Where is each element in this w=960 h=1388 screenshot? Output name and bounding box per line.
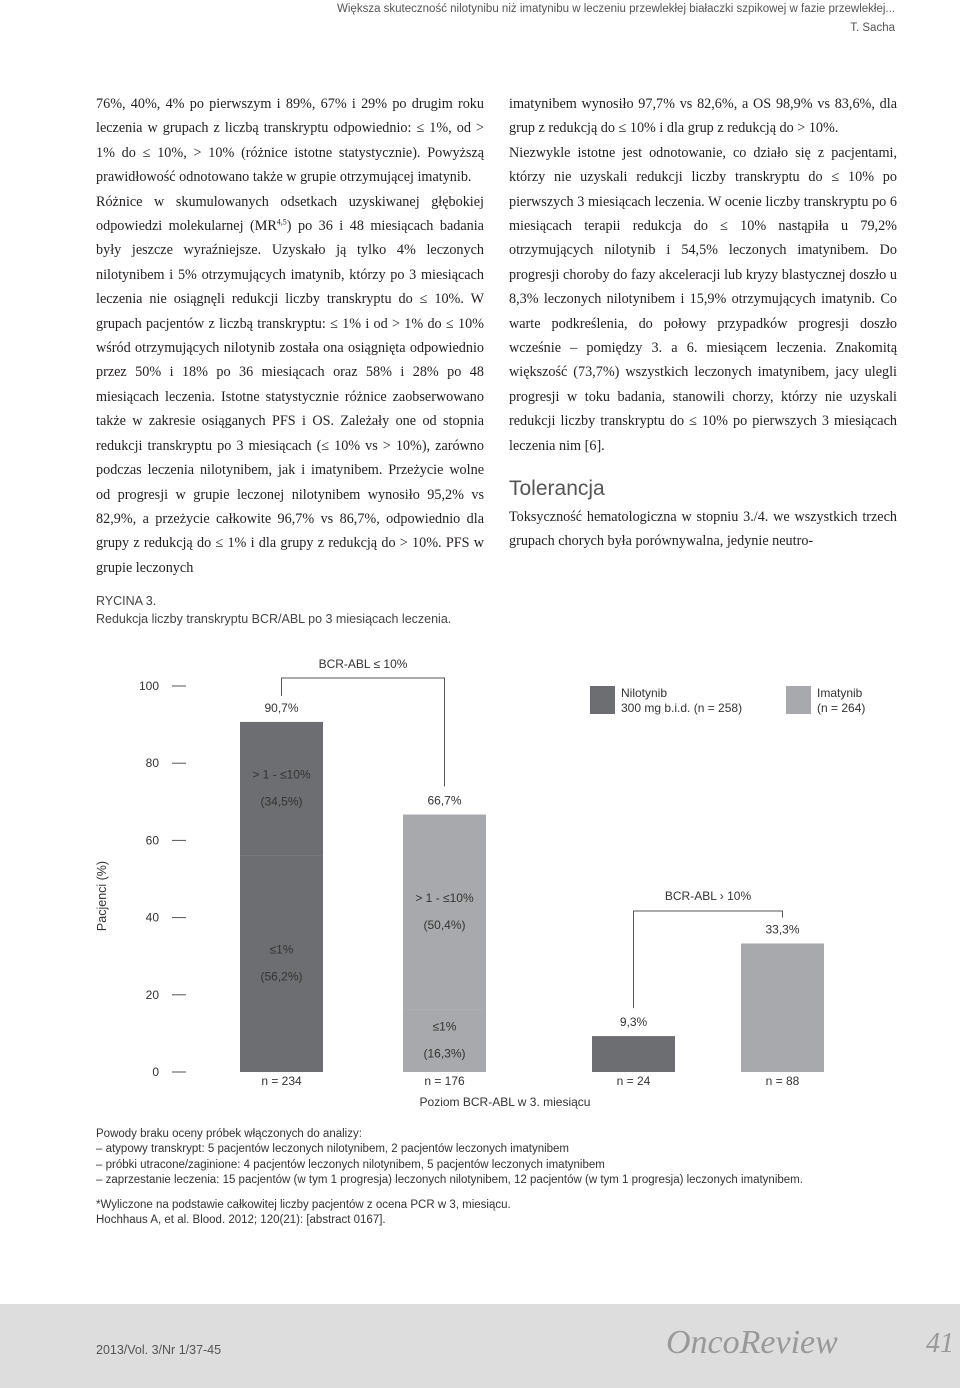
bar-segment — [240, 855, 323, 1072]
right-paragraph-1: imatynibem wynosiło 97,7% vs 82,6%, a OS 98,9% vs 83,6%, dla grup z redukcją do ≤ 10% i dla grup z redukcją do > 10%. — [509, 96, 897, 137]
bar — [741, 943, 824, 1072]
running-head-title: Większa skuteczność nilotynibu niż imatynibu w leczeniu przewlekłej białaczki szpikowej w fazie przewlekłej... — [337, 3, 895, 15]
left-paragraph-2 — [96, 190, 484, 581]
bar-segment — [403, 815, 486, 1010]
right-column-section — [509, 505, 897, 554]
bar-total-label: 90,7% — [264, 700, 299, 715]
legend-name: Imatynib — [817, 686, 863, 700]
group-label-left: BCR-ABL ≤ 10% — [318, 657, 408, 671]
figure-caption-block — [96, 592, 451, 628]
page-number: 41 — [926, 1328, 954, 1359]
notes-intro: Powody braku oceny próbek włączonych do analizy: — [96, 1128, 362, 1140]
figure-notes — [96, 1127, 896, 1228]
journal-logo: OncoReview — [666, 1324, 838, 1361]
left-paragraph-2-start: Różnice w skumulowanych odsetkach uzyskiwanej głębokiej odpowiedzi molekularnej (MR — [96, 193, 484, 235]
legend-name: Nilotynib — [621, 686, 668, 700]
superscript-ref: 4,5 — [276, 217, 287, 227]
running-head-author: T. Sacha — [850, 22, 895, 34]
y-tick-label: 80 — [145, 756, 159, 771]
right-paragraph-3: Toksyczność hematologiczna w stopniu 3./4. we wszystkich trzech grupach chorych była porównywalna, jedynie neutro- — [509, 509, 897, 550]
left-paragraph-2-rest: ) po 36 i 48 miesiącach badania były jeszcze wyraźniejsze. Uzyskało ją tylko 4% leczonych nilotynibem i 5% otrzymujących imatynib, którzy po 3 miesiącach leczenia nie osiągnęli redukcji liczby transkryptu do ≤ 10%. W grupach pacjentów z liczbą transkryptu: ≤ 1% i od > 1% do ≤ 10% wśród otrzymujących nilotynib została ona osiągnięta odpowiednio przez 50% i 18% po 36 miesiącach oraz 58% i 28% po 48 miesiącach leczenia. Istotne statystycznie różnice zaobserwowano także w zakresie osiąganych PFS i OS. Zależały one od stopnia redukcji transkryptu po 3 miesiącach (≤ 10% vs > 10%), zarówno podczas leczenia nilotynibem, jak i imatynibem. Przeżycie wolne od progresji w grupie leczonej nilotynibem wynosiło 95,2% vs 82,9%, a przeżycie całkowite 96,7% vs 86,7%, odpowiednio dla grupy z redukcją do ≤ 1% i dla grupy z redukcją do > 10%. PFS w grupie leczonych — [96, 218, 484, 576]
group-label-right: BCR-ABL › 10% — [664, 889, 752, 903]
y-tick-label: 20 — [145, 987, 159, 1002]
legend-swatch — [590, 686, 615, 714]
legend-detail: (n = 264) — [817, 701, 866, 715]
bar-chart — [90, 648, 890, 1118]
bar-n-label: n = 176 — [424, 1074, 465, 1088]
running-head — [335, 0, 895, 38]
segment-label: ≤1% — [269, 942, 294, 957]
segment-label: ≤1% — [432, 1019, 457, 1034]
segment-label: > 1 - ≤10% — [252, 767, 311, 782]
legend-swatch — [786, 686, 811, 714]
y-axis-label: Pacjenci (%) — [95, 860, 109, 932]
note-ref-2: Hochhaus A, et al. Blood. 2012; 120(21): [abstract 0167]. — [96, 1214, 386, 1227]
right-column — [509, 92, 897, 458]
figure-label: RYCINA 3. — [96, 594, 157, 608]
bar-value-label: 33,3% — [765, 922, 800, 937]
bar-n-label: n = 234 — [261, 1074, 302, 1088]
segment-percent-label: (50,4%) — [423, 917, 466, 932]
bar-value-label: 9,3% — [619, 1015, 648, 1030]
section-title: Tolerancja — [509, 477, 605, 500]
segment-percent-label: (56,2%) — [260, 969, 303, 984]
bar-total-label: 66,7% — [427, 793, 462, 808]
segment-percent-label: (34,5%) — [260, 794, 303, 809]
y-tick-label: 40 — [145, 910, 159, 925]
y-tick-label: 100 — [138, 679, 159, 693]
bar-n-label: n = 88 — [765, 1074, 800, 1088]
footer-citation: 2013/Vol. 3/Nr 1/37-45 — [96, 1343, 222, 1357]
y-tick-label: 60 — [145, 833, 159, 848]
bar — [592, 1036, 675, 1072]
x-axis-label: Poziom BCR-ABL w 3. miesiącu — [419, 1095, 591, 1109]
y-tick-label: 0 — [152, 1065, 159, 1079]
figure-caption: Redukcja liczby transkryptu BCR/ABL po 3 miesiącach leczenia. — [96, 612, 452, 626]
bar-segment — [403, 1009, 486, 1072]
legend-detail: 300 mg b.i.d. (n = 258) — [621, 701, 743, 715]
left-paragraph-1: 76%, 40%, 4% po pierwszym i 89%, 67% i 29% po drugim roku leczenia w grupach z liczbą transkryptu odpowiednio: ≤ 1%, od > 1% do ≤ 10%, > 10% (różnice istotne statystycznie). Powyższą prawidłowość odnotowano także w grupie otrzymującej imatynib. — [96, 96, 484, 186]
bar-n-label: n = 24 — [616, 1074, 651, 1088]
note-ref-1: *Wyliczone na podstawie całkowitej liczby pacjentów z ocena PCR w 3, miesiącu. — [96, 1198, 511, 1211]
notes-item: – zaprzestanie leczenia: 15 pacjentów (w tym 1 progresja) leczonych nilotynibem, 12 pacjentów (w tym 1 progresja) leczonych imatynibem. — [96, 1174, 803, 1187]
segment-label: > 1 - ≤10% — [415, 890, 474, 905]
segment-percent-label: (16,3%) — [423, 1046, 466, 1061]
notes-item: – atypowy transkrypt: 5 pacjentów leczonych nilotynibem, 2 pacjentów leczonych imatynibem — [96, 1143, 570, 1156]
notes-item: – próbki utracone/zaginione: 4 pacjentów leczonych nilotynibem, 5 pacjentów leczonych imatynibem — [96, 1158, 605, 1171]
right-paragraph-2: Niezwykle istotne jest odnotowanie, co działo się z pacjentami, którzy nie uzyskali redukcji liczby transkryptu do ≤ 10% po pierwszych 3 miesiącach leczenia. W ocenie liczby transkryptu po 6 miesiącach terapii redukcja do ≤ 10% nastąpiła u 79,2% otrzymujących nilotynib i 54,5% leczonych imatynibem. Do progresji choroby do fazy akceleracji lub kryzy blastycznej doszło u 8,3% leczonych nilotynibem i 15,9% otrzymujących imatynib. Co warte podkreślenia, do połowy przypadków progresji doszło wcześnie – pomiędzy 3. a 6. miesiącem leczenia. Znakomitą większość (73,7%) wszystkich leczonych imatynibem, jacy ulegli progresji w toku badania, stanowili chorzy, którzy nie uzyskali redukcji liczby transkryptu do ≤ 10% po pierwszych 3 miesiącach leczenia nim [6]. — [509, 144, 897, 454]
bar-segment — [240, 722, 323, 855]
left-column — [96, 92, 484, 580]
